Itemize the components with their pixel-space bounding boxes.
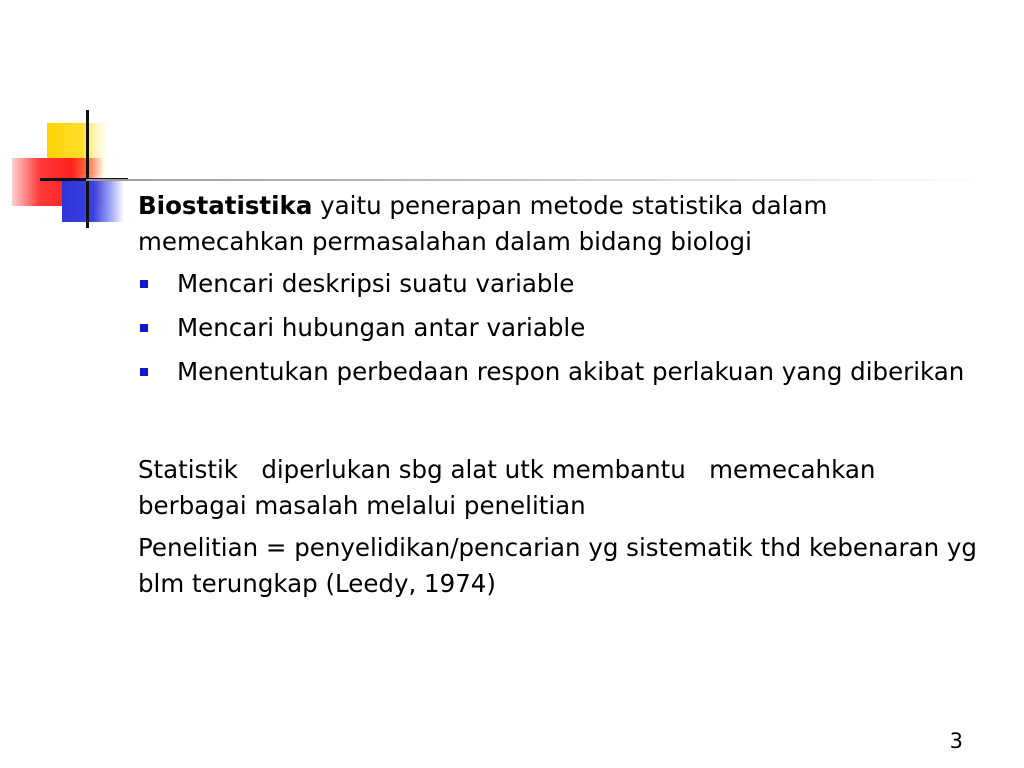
list-item <box>138 310 978 346</box>
list-item-text: Menentukan perbedaan respon akibat perlakuan yang diberikan <box>177 357 965 386</box>
statistik-paragraph: Statistik diperlukan sbg alat utk membantu memecahkan berbagai masalah melalui penelitian <box>138 455 876 520</box>
list-item-text: Mencari deskripsi suatu variable <box>177 269 575 298</box>
intro-term: Biostatistika <box>138 191 313 220</box>
spacer <box>138 398 978 452</box>
title-divider <box>86 179 986 181</box>
intro-definition: yaitu penerapan metode statistika dalam memecahkan permasalahan dalam bidang biologi <box>138 191 828 256</box>
penelitian-paragraph: Penelitian = penyelidikan/pencarian yg sistematik thd kebenaran yg blm terungkap (Leedy, 1974) <box>138 533 977 598</box>
slide-body <box>138 188 978 602</box>
square-bullet-icon <box>140 368 148 376</box>
square-bullet-icon <box>140 280 148 288</box>
list-item <box>138 354 978 390</box>
bullet-list <box>138 266 978 390</box>
intro-paragraph <box>138 188 978 260</box>
colored-squares-logo <box>0 0 140 240</box>
logo-vertical-line <box>86 110 89 228</box>
list-item <box>138 266 978 302</box>
list-item-text: Mencari hubungan antar variable <box>177 313 586 342</box>
square-bullet-icon <box>140 324 148 332</box>
logo-blue-square <box>62 178 124 222</box>
page-number: 3 <box>949 729 963 753</box>
